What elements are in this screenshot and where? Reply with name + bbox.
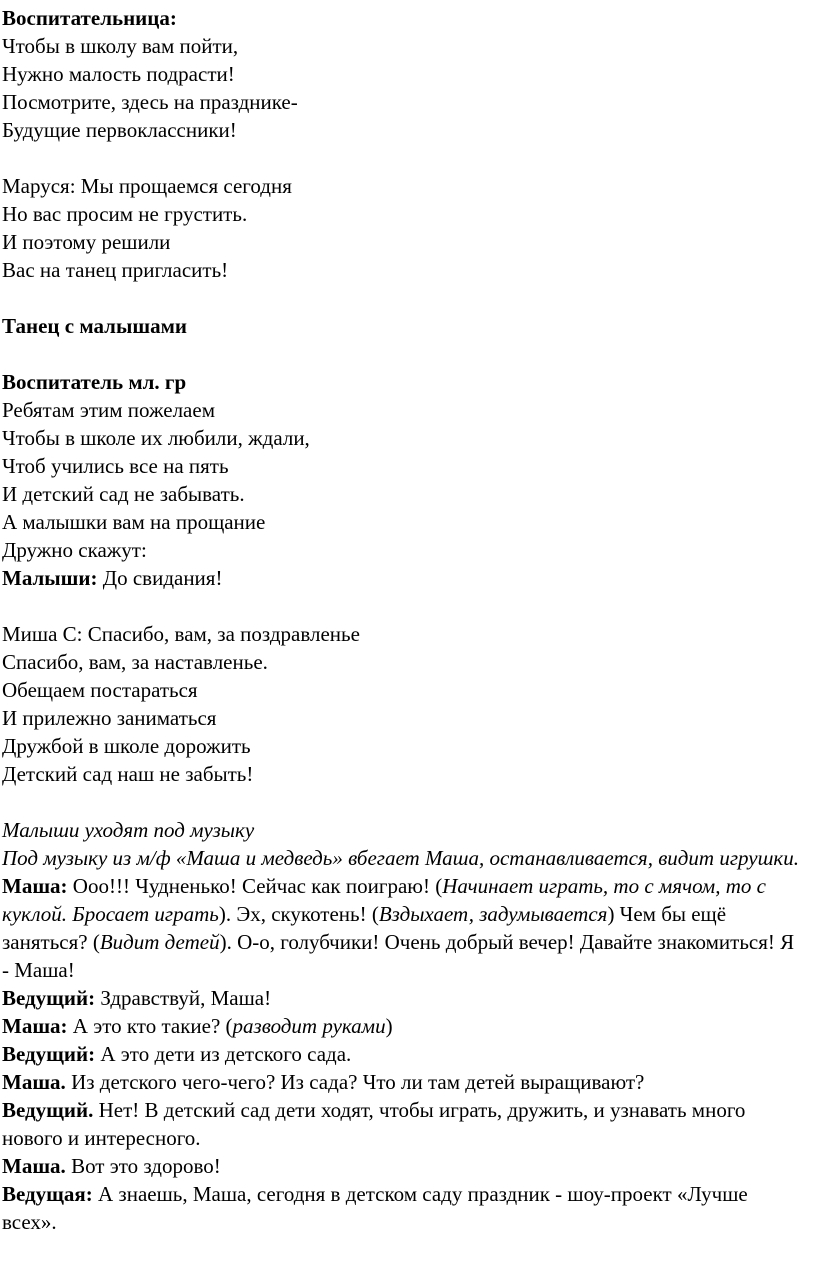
verse-line: Чтобы в школе их любили, ждали, (2, 426, 310, 450)
verse-line: Но вас просим не грустить. (2, 202, 248, 226)
verse-line: Миша С: Спасибо, вам, за поздравленье (2, 622, 360, 646)
dialog-line: Ведущий: А это дети из детского сада. (2, 1042, 352, 1066)
stage-direction: Малыши уходят под музыку (2, 818, 255, 842)
section-heading: Танец с малышами (2, 314, 187, 338)
verse-line: И поэтому решили (2, 230, 171, 254)
dialog-line: Ведущая: А знаешь, Маша, сегодня в детском саду праздник - шоу-проект «Лучше всех». (2, 1182, 748, 1234)
verse-line: Маруся: Мы прощаемся сегодня (2, 174, 292, 198)
speaker-heading: Воспитательница: (2, 6, 177, 30)
verse-line: Обещаем постараться (2, 678, 198, 702)
dialog-line: Ведущий. Нет! В детский сад дети ходят, чтобы играть, дружить, и узнавать много нового и интересного. (2, 1098, 746, 1150)
verse-line: Ребятам этим пожелаем (2, 398, 215, 422)
verse-line: Вас на танец пригласить! (2, 258, 229, 282)
verse-line: Детский сад наш не забыть! (2, 762, 254, 786)
stage-direction: Под музыку из м/ф «Маша и медведь» вбегает Маша, останавливается, видит игрушки. (2, 846, 800, 870)
verse-line: Чтоб учились все на пять (2, 454, 229, 478)
dialog-line: Маша: Ооо!!! Чудненько! Сейчас как поиграю! (Начинает играть, то с мячом, то с куклой. Бросает играть). Эх, скукотень! (Вздыхает, задумывается) Чем бы ещё заняться? (Видит детей). О-о, голубчики! Очень добрый вечер! Давайте знакомиться! Я - Маша! (2, 874, 795, 982)
verse-line: Будущие первоклассники! (2, 118, 237, 142)
verse-line: Дружбой в школе дорожить (2, 734, 251, 758)
dialog-line: Маша: А это кто такие? (разводит руками) (2, 1014, 393, 1038)
verse-line: Посмотрите, здесь на празднике- (2, 90, 298, 114)
dialog-line: Маша. Из детского чего-чего? Из сада? Что ли там детей выращивают? (2, 1070, 645, 1094)
dialog-line: Ведущий: Здравствуй, Маша! (2, 986, 272, 1010)
dialog-line: Маша. Вот это здорово! (2, 1154, 221, 1178)
speaker-heading: Воспитатель мл. гр (2, 370, 187, 394)
verse-line: Нужно малость подрасти! (2, 62, 235, 86)
verse-line: А малышки вам на прощание (2, 510, 266, 534)
verse-line: Спасибо, вам, за наставленье. (2, 650, 268, 674)
verse-line: И детский сад не забывать. (2, 482, 245, 506)
verse-line: Чтобы в школу вам пойти, (2, 34, 239, 58)
verse-line: Дружно скажут: (2, 538, 147, 562)
dialog-line: Малыши: До свидания! (2, 566, 223, 590)
verse-line: И прилежно заниматься (2, 706, 217, 730)
